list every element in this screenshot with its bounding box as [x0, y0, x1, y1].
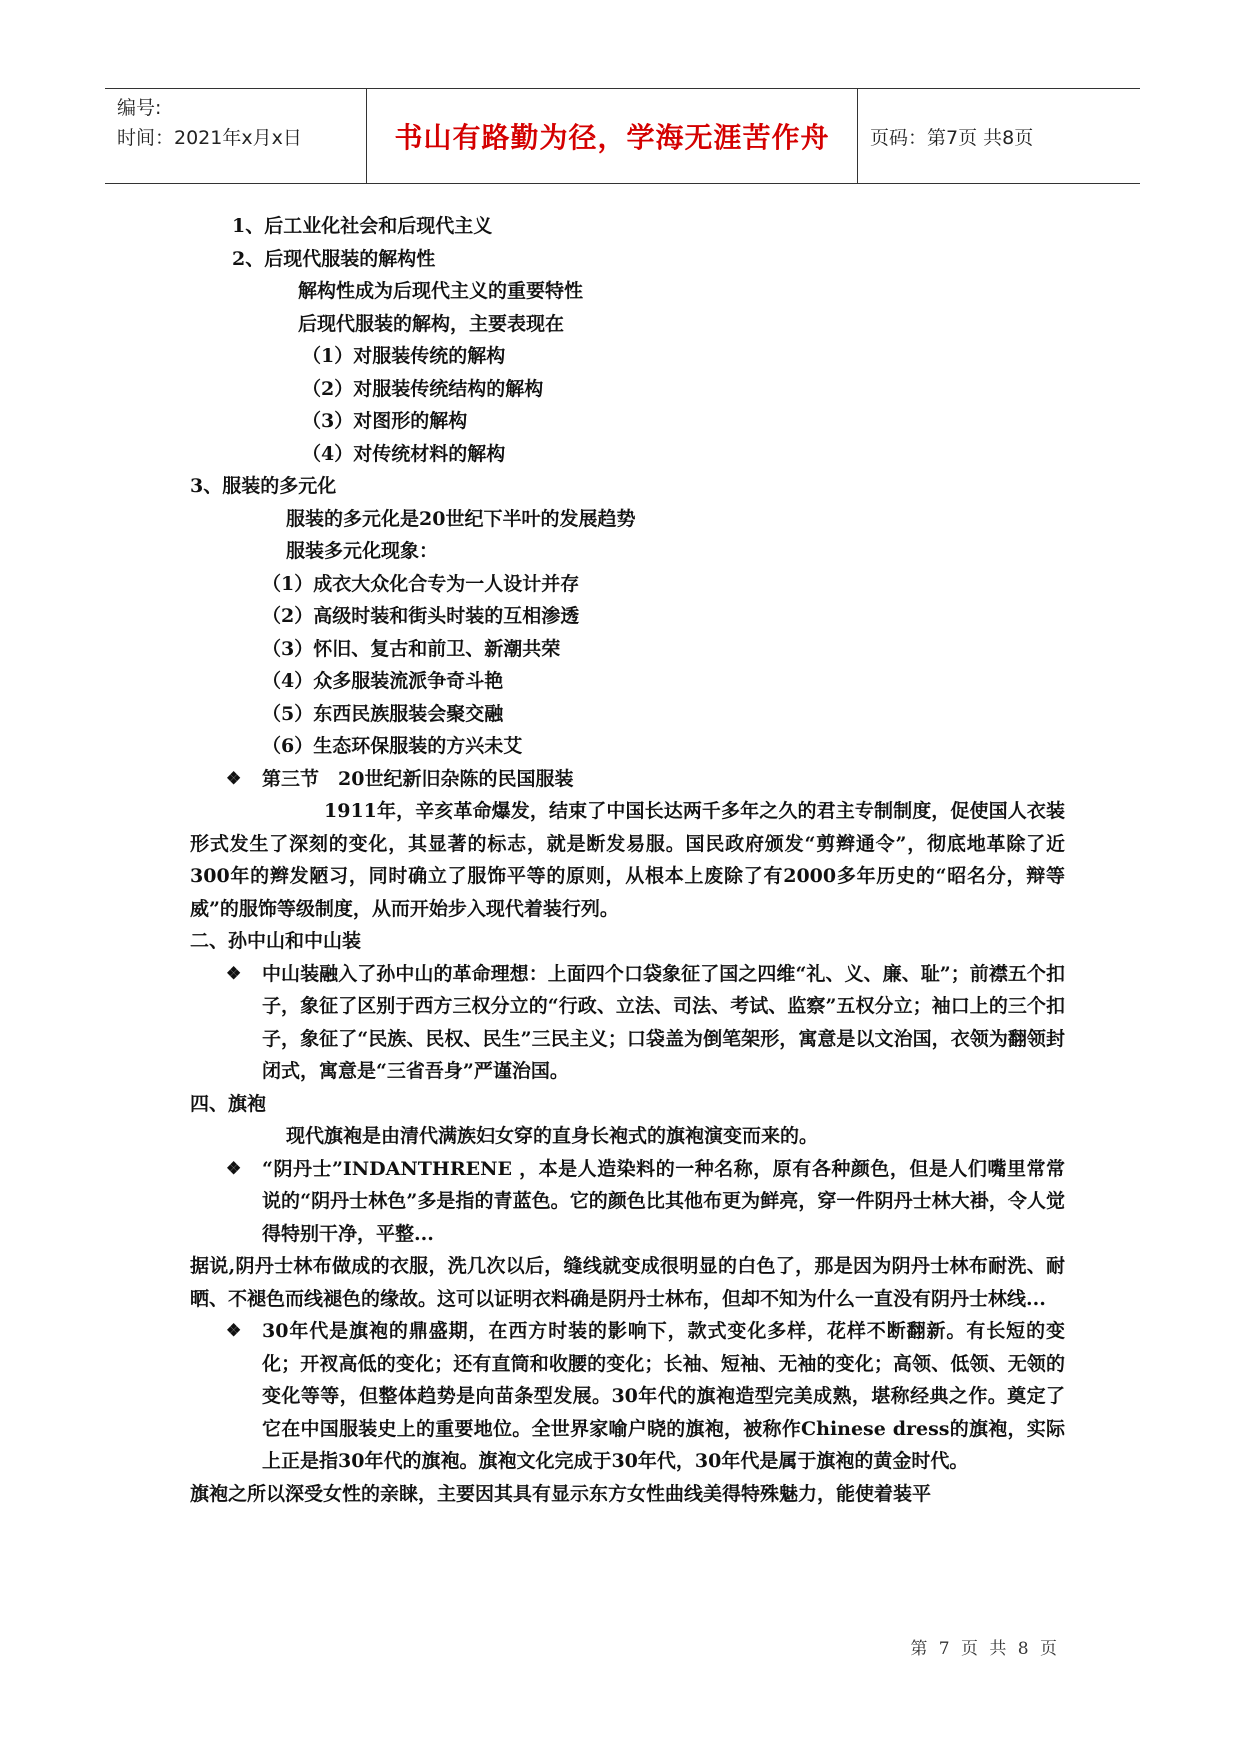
header-page-info: 页码：第7页 共8页 — [870, 126, 1034, 149]
bullet-indanthrene — [190, 1153, 1065, 1251]
heading-qipao: 四、旗袍 — [190, 1092, 267, 1115]
header-motto: 书山有路勤为径，学海无涯苦作舟 — [367, 89, 858, 183]
header-date: 时间：2021年x月x日 — [117, 127, 302, 149]
list-item: （1）对服装传统的解构 — [302, 345, 506, 367]
list-item: （3）怀旧、复古和前卫、新潮共荣 — [262, 637, 561, 660]
diamond-bullet-icon: ❖ — [226, 1158, 242, 1179]
paragraph-qipao-appeal: 旗袍之所以深受女性的亲睐，主要因其具有显示东方女性曲线美得特殊魅力，能使着装平 — [190, 1482, 932, 1505]
bullet-zhongshan-suit — [190, 958, 1065, 1088]
bullet-text: 30年代是旗袍的鼎盛期，在西方时装的影响下，款式变化多样，花样不断翻新。有长短的变化；开衩高低的变化；还有直筒和收腰的变化；长袖、短袖、无袖的变化；高领、低领、无领的变化等等，但整体趋势是向苗条型发展。30年代的旗袍造型完美成熟，堪称经典之作。奠定了它在中国服装史上的重要地位。全世界家喻户晓的旗袍，被称作Chinese dress的旗袍，实际上正是指30年代的旗袍。旗袍文化完成于30年代，30年代是属于旗袍的黄金时代。 — [262, 1320, 1065, 1472]
diamond-bullet-icon: ❖ — [226, 963, 242, 984]
heading-postindustrial: 1、后工业化社会和后现代主义 — [232, 215, 493, 237]
list-item: （3）对图形的解构 — [302, 410, 468, 432]
bullet-text: 第三节 20世纪新旧杂陈的民国服装 — [262, 767, 574, 790]
text-line: 现代旗袍是由清代满族妇女穿的直身长袍式的旗袍演变而来的。 — [286, 1125, 819, 1147]
bullet-text: 中山装融入了孙中山的革命理想：上面四个口袋象征了国之四维“礼、义、廉、耻”；前襟五个扣子，象征了区别于西方三权分立的“行政、立法、司法、考试、监察”五权分立；袖口上的三个扣子，象征了“民族、民权、民生”三民主义；口袋盖为倒笔架形，寓意是以文治国，衣领为翻领封闭式，寓意是“三省吾身”严谨治国。 — [262, 962, 1065, 1082]
header-number-label: 编号: — [117, 97, 162, 119]
text-line: 服装多元化现象： — [286, 540, 439, 562]
paragraph-indanthrene-thread: 据说,阴丹士林布做成的衣服，洗几次以后，缝线就变成很明显的白色了，那是因为阴丹士林布耐洗、耐晒、不褪色而线褪色的缘故。这可以证明衣料确是阴丹士林布，但却不知为什么一直没有阴丹士林线... — [190, 1255, 1065, 1310]
bullet-1930s-qipao — [190, 1315, 1065, 1478]
list-item: （5）东西民族服装会聚交融 — [262, 702, 504, 725]
heading-diversification: 3、服装的多元化 — [190, 475, 337, 497]
list-item: （2）对服装传统结构的解构 — [302, 377, 544, 400]
heading-deconstruction: 2、后现代服装的解构性 — [232, 247, 436, 270]
list-item: （1）成衣大众化合专为一人设计并存 — [262, 572, 580, 595]
heading-sun-yatsen: 二、孙中山和中山装 — [190, 930, 362, 952]
list-item: （6）生态环保服装的方兴未艾 — [262, 735, 523, 757]
page-header — [105, 88, 1140, 184]
header-meta — [105, 89, 367, 183]
diamond-bullet-icon: ❖ — [226, 768, 242, 789]
list-item: （4）对传统材料的解构 — [302, 442, 506, 465]
list-item: （4）众多服装流派争奇斗艳 — [262, 670, 504, 692]
bullet-section-three — [190, 763, 1065, 796]
page-footer: 第 7 页 共 8 页 — [910, 1639, 1060, 1659]
text-line: 后现代服装的解构，主要表现在 — [298, 312, 565, 335]
text-line: 服装的多元化是20世纪下半叶的发展趋势 — [286, 507, 636, 530]
diamond-bullet-icon: ❖ — [226, 1321, 242, 1341]
list-item: （2）高级时装和街头时装的互相渗透 — [262, 605, 580, 627]
paragraph-1911: 1911年，辛亥革命爆发，结束了中国长达两千多年之久的君主专制制度，促使国人衣装形式发生了深刻的变化，其显著的标志，就是断发易服。国民政府颁发“剪辫通令”，彻底地革除了近300年的辫发陋习，同时确立了服饰平等的原则，从根本上废除了有2000多年历史的“昭名分，辩等威”的服饰等级制度，从而开始步入现代着装行列。 — [190, 800, 1065, 920]
document-body — [190, 210, 1065, 1510]
bullet-text: “阴丹士”INDANTHRENE ，本是人造染料的一种名称，原有各种颜色，但是人们嘴里常常说的“阴丹士林色”多是指的青蓝色。它的颜色比其他布更为鲜亮，穿一件阴丹士林大褂，令人觉得特别干净，平整... — [262, 1157, 1065, 1245]
text-line: 解构性成为后现代主义的重要特性 — [298, 280, 584, 302]
